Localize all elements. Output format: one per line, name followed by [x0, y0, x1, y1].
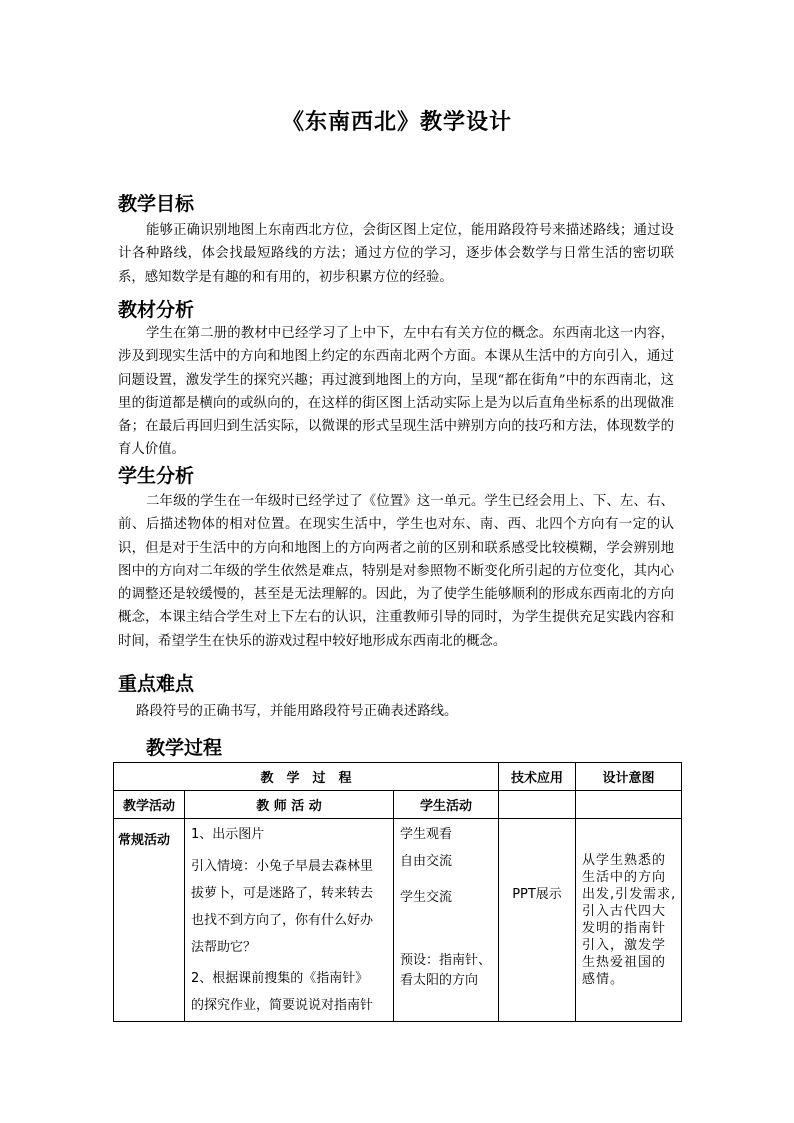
cell-tech: PPT展示 [499, 819, 576, 1022]
teacher-line: 的探究作业，简要说说对指南针 [191, 998, 374, 1013]
table-row [114, 819, 682, 1022]
student-line: 自由交流 [400, 854, 453, 869]
subheader-tech-empty [499, 791, 576, 819]
teacher-line: 引入情境：小兔子早晨去森林里 [191, 859, 374, 874]
student-line: 预设：指南针、 [400, 953, 492, 968]
cell-student [394, 819, 499, 1022]
section-heading-keypoints: 重点难点 [118, 673, 195, 695]
subheader-student: 学生活动 [394, 791, 499, 819]
teacher-line: 1、出示图片 [191, 827, 265, 842]
section-text-material: 学生在第二册的教材中已经学习了上中下，左中右有关方位的概念。东西南北这一内容，涉及到现实生活中的方向和地图上约定的东西南北两个方面。本课从生活中的方向引入，通过问题设置，激发学生的探究兴趣；再过渡到地图上的方向，呈现“都在街角”中的东西南北，这里的街道都是横向的或纵向的，在这样的街区图上活动实际上是为以后直角坐标系的出现做准备；在最后再回归到生活实际，以微课的形式呈现生活中辨别方向的技巧和方法，体现数学的育人价值。 [118, 326, 674, 458]
section-heading-students: 学生分析 [118, 465, 195, 487]
cell-intent: 从学生熟悉的生活中的方向出发,引发需求,引入古代四大发明的指南针引入，激发学生热爱祖国的感情。 [576, 819, 682, 1022]
header-intent: 设计意图 [576, 763, 682, 791]
student-line: 学生交流 [400, 890, 453, 905]
header-tech: 技术应用 [499, 763, 576, 791]
process-table [113, 762, 682, 1022]
section-text-students: 二年级的学生在一年级时已经学过了《位置》这一单元。学生已经会用上、下、左、右、前、后描述物体的相对位置。在现实生活中，学生也对东、南、西、北四个方向有一定的认识，但是对于生活中的方向和地图上的方向两者之前的区别和联系感受比较模糊，学会辨别地图中的方向对二年级的学生依然是难点，特别是对参照物不断变化所引起的方位变化，其内心的调整还是较缓慢的，甚至是无法理解的。因此，为了使学生能够顺利的形成东西南北的方向概念，本课主结合学生对上下左右的认识，注重教师引导的同时，为学生提供充足实践内容和时间，希望学生在快乐的游戏过程中较好地形成东西南北的概念。 [118, 494, 674, 649]
section-heading-process: 教学过程 [146, 737, 223, 759]
teacher-line: 法帮助它？ [191, 940, 257, 955]
teacher-line: 也找不到方向了，你有什么好办 [191, 913, 374, 928]
teacher-line: 2、根据课前搜集的《指南针》 [191, 971, 369, 986]
subheader-activity: 教学活动 [114, 791, 185, 819]
table-subheader-row [114, 791, 682, 819]
document-title: 《东南西北》教学设计 [281, 110, 512, 135]
subheader-intent-empty [576, 791, 682, 819]
student-line: 学生观看 [400, 827, 453, 842]
section-heading-material: 教材分析 [118, 299, 195, 321]
teacher-line: 拔萝卜，可是迷路了，转来转去 [191, 886, 374, 901]
header-process: 教 学 过 程 [114, 763, 499, 791]
section-text-goals: 能够正确识别地图上东南西北方位，会街区图上定位，能用路段符号来描述路线；通过设计各种路线，体会找最短路线的方法；通过方位的学习，逐步体会数学与日常生活的密切联系，感知数学是有趣的和有用的，初步积累方位的经验。 [118, 223, 674, 285]
section-text-keypoints: 路段符号的正确书写，并能用路段符号正确表述路线。 [136, 704, 458, 719]
section-heading-goals: 教学目标 [118, 193, 195, 215]
subheader-teacher: 教 师 活 动 [185, 791, 394, 819]
student-line: 看太阳的方向 [400, 973, 479, 988]
cell-activity: 常规活动 [114, 819, 185, 1022]
cell-teacher [185, 819, 394, 1022]
table-header-row [114, 763, 682, 791]
